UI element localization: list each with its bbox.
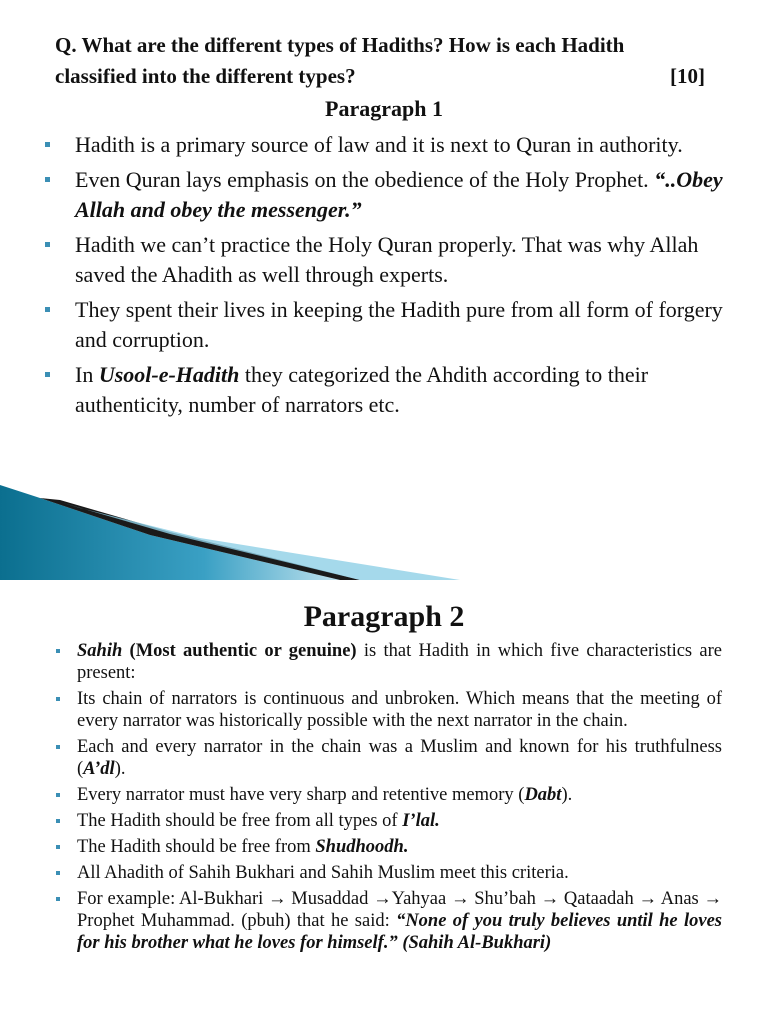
list-item: For example: Al-Bukhari → Musaddad →Yahyaa → Shu’bah → Qataadah → Anas → Prophet Muhammad. (pbuh) that he said: “None of you truly believes until he loves for his brother what he loves for himself.” (Sahih Al-Bukhari) bbox=[56, 888, 722, 954]
bullet-icon bbox=[45, 307, 50, 312]
question-line-1: Q. What are the different types of Hadiths? How is each Hadith bbox=[55, 33, 625, 57]
term-ilal: I’lal. bbox=[402, 811, 440, 831]
bullet-icon bbox=[56, 871, 60, 875]
bullet-icon bbox=[56, 697, 60, 701]
paragraph-2-bullets bbox=[56, 640, 722, 958]
bullet-icon bbox=[56, 897, 60, 901]
paragraph-1-bullets bbox=[45, 130, 725, 425]
question-line-2: classified into the different types? bbox=[55, 64, 356, 88]
bullet-icon bbox=[45, 372, 50, 377]
list-item: Hadith we can’t practice the Holy Quran properly. That was why Allah saved the Ahadith as well through experts. bbox=[45, 230, 725, 290]
bullet-icon bbox=[56, 745, 60, 749]
question-marks: [10] bbox=[670, 64, 705, 88]
list-item: In Usool-e-Hadith they categorized the Ahdith according to their authenticity, number of narrators etc. bbox=[45, 360, 725, 420]
hadith-quote: “None of you truly believes until he loves for his brother what he loves for himself.” (Sahih Al-Bukhari) bbox=[77, 911, 722, 953]
bullet-icon bbox=[56, 819, 60, 823]
term-usool: Usool-e-Hadith bbox=[98, 362, 240, 387]
list-item: They spent their lives in keeping the Hadith pure from all form of forgery and corruption. bbox=[45, 295, 725, 355]
list-item: Every narrator must have very sharp and retentive memory (Dabt). bbox=[56, 784, 722, 806]
bullet-icon bbox=[56, 793, 60, 797]
paragraph-2-heading: Paragraph 2 bbox=[303, 600, 465, 633]
list-item: Sahih (Most authentic or genuine) is that Hadith in which five characteristics are present: bbox=[56, 640, 722, 684]
list-item: The Hadith should be free from Shudhoodh. bbox=[56, 836, 722, 858]
paragraph-1-heading: Paragraph 1 bbox=[325, 96, 443, 121]
bullet-icon bbox=[45, 177, 50, 182]
list-item: Each and every narrator in the chain was a Muslim and known for his truthfulness (A’dl). bbox=[56, 736, 722, 780]
question bbox=[55, 30, 705, 92]
list-item: Its chain of narrators is continuous and unbroken. Which means that the meeting of every narrator was historically possible with the next narrator in the chain. bbox=[56, 688, 722, 732]
bullet-icon bbox=[56, 649, 60, 653]
slide-2 bbox=[0, 590, 768, 1024]
list-item: All Ahadith of Sahih Bukhari and Sahih Muslim meet this criteria. bbox=[56, 862, 722, 884]
list-item: Even Quran lays emphasis on the obedience of the Holy Prophet. “..Obey Allah and obey the messenger.” bbox=[45, 165, 725, 225]
bullet-icon bbox=[56, 845, 60, 849]
quran-quote: “..Obey Allah and obey the messenger.” bbox=[75, 167, 723, 222]
bullet-icon bbox=[45, 142, 50, 147]
term-dabt: Dabt bbox=[524, 785, 562, 805]
term-adl: A’dl bbox=[83, 759, 115, 779]
bullet-icon bbox=[45, 242, 50, 247]
slide-wave-decoration bbox=[0, 480, 768, 580]
term-shudhoodh: Shudhoodh. bbox=[315, 837, 409, 857]
list-item: The Hadith should be free from all types of I’lal. bbox=[56, 810, 722, 832]
list-item: Hadith is a primary source of law and it is next to Quran in authority. bbox=[45, 130, 725, 160]
term-sahih: Sahih bbox=[77, 641, 123, 661]
